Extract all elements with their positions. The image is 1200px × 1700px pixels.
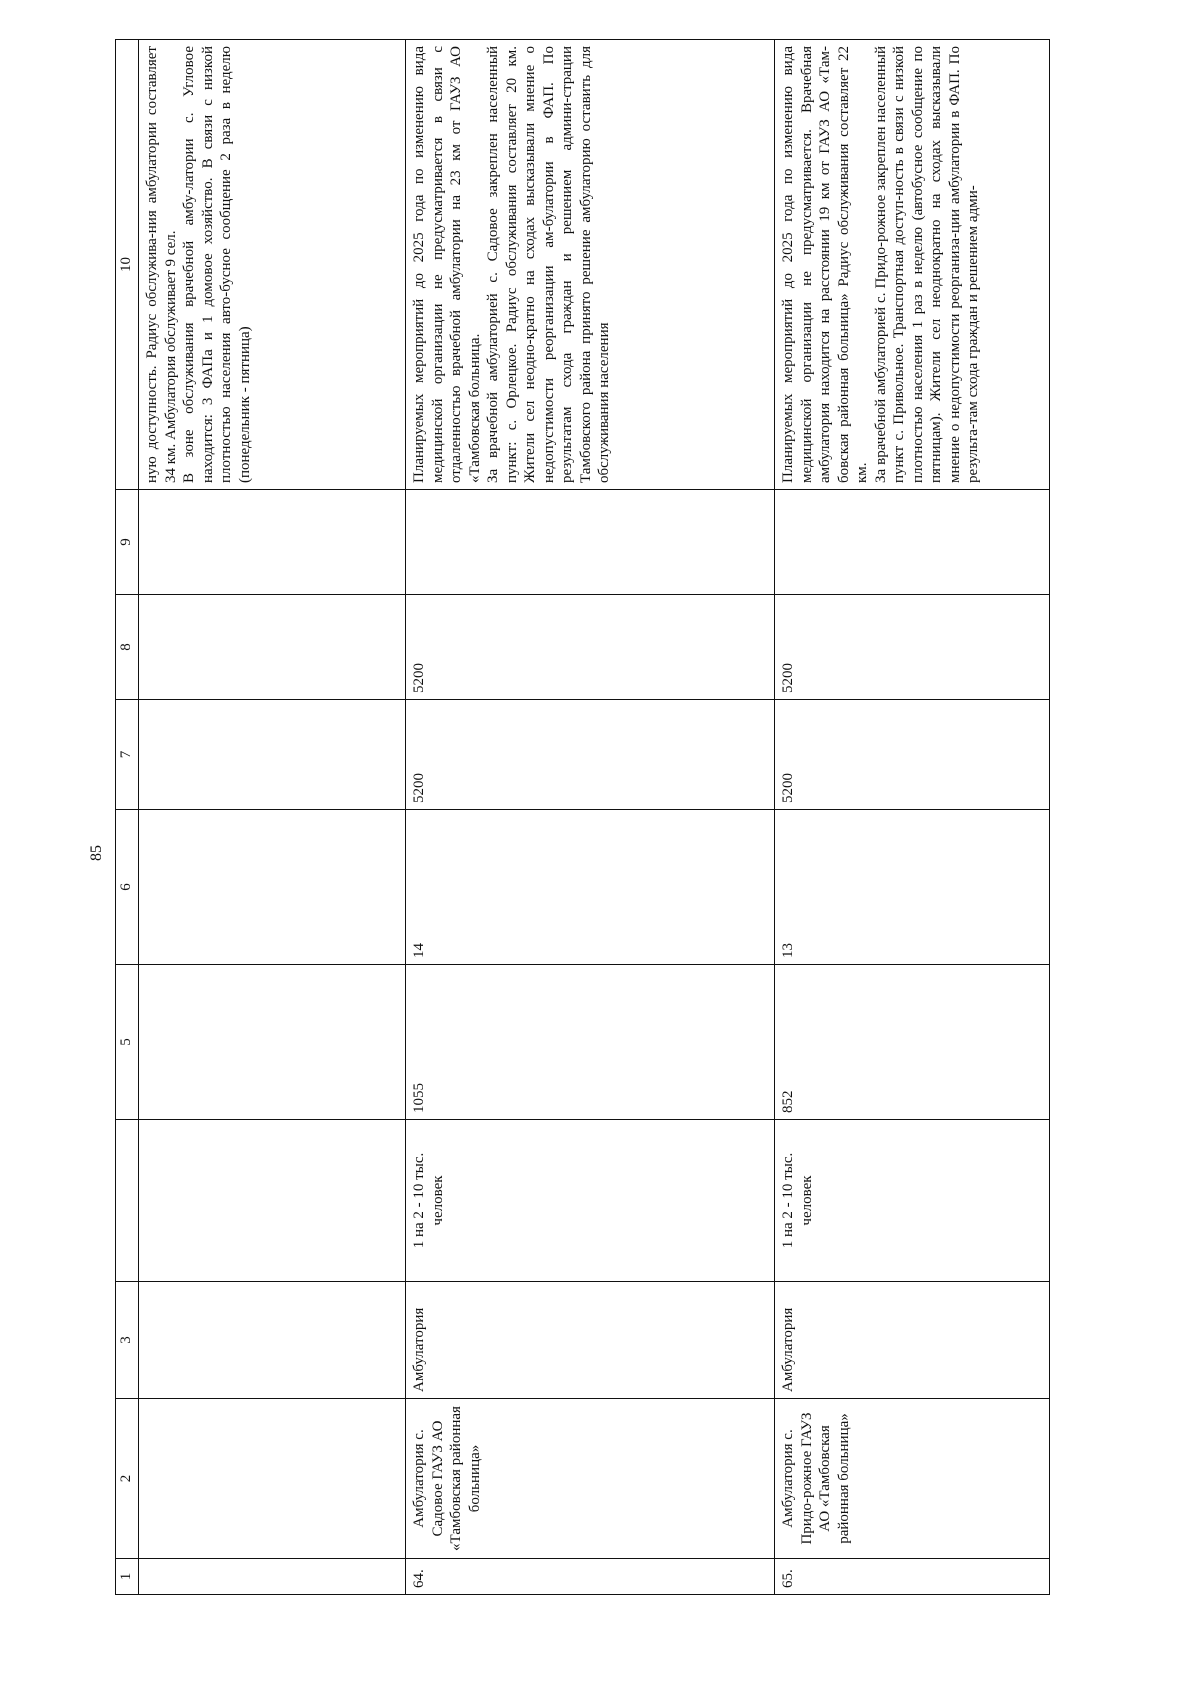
norm — [139, 1120, 406, 1282]
table-row — [406, 40, 775, 1595]
header-cell: 6 — [116, 810, 139, 965]
facility-type — [139, 1282, 406, 1399]
table-row — [775, 40, 1050, 1595]
header-cell: 3 — [116, 1282, 139, 1399]
col8-value: 5200 — [406, 595, 775, 700]
population — [139, 965, 406, 1120]
header-cell: 10 — [116, 40, 139, 490]
column-number-row — [116, 40, 139, 1595]
col7-value: 5200 — [775, 700, 1050, 810]
notes: Планируемых мероприятий до 2025 года по изменению вида медицинской организации не предусматривается. Врачебная амбулатория находится на расстоянии 19 км от ГАУЗ АО «Там-бовская районная больница» Радиус обслуживания составляет 22 км. За врачебной амбулаторией с. Придо-рожное закреплен населенный пункт с. Привольное. Транспортная доступ-ность в связи с низкой плотностью населения 1 раз в неделю (автобусное сообщение по пятницам). Жители сел неоднократно на сходах высказывали мнение о недопустимости реорганиза-ции амбулатории в ФАП. По результа-там схода граждан и решением адми- — [775, 40, 1050, 490]
notes: ную доступность. Радиус обслужива-ния амбулатории составляет 34 км. Амбулатория обслуживает 9 сел. В зоне обслуживания врачебной амбу-латории с. Угловое находится: 3 ФАПа и 1 домовое хозяйство. В связи с низкой плотностью населения авто-бусное сообщение 2 раза в неделю (понедельник - пятница) — [139, 40, 406, 490]
col8-value: 5200 — [775, 595, 1050, 700]
header-cell: 1 — [116, 1559, 139, 1595]
landscape-table-wrapper — [115, 40, 1050, 1595]
norm: 1 на 2 - 10 тыс. человек — [775, 1120, 1050, 1282]
facility-name: Амбулатория с. Придо-рожное ГАУЗ АО «Тамбовская районная больница» — [775, 1399, 1050, 1559]
population: 852 — [775, 965, 1050, 1120]
col7-value — [139, 700, 406, 810]
col7-value: 5200 — [406, 700, 775, 810]
table-row — [139, 40, 406, 1595]
col9-value — [406, 490, 775, 595]
header-cell: 5 — [116, 965, 139, 1120]
row-number — [139, 1559, 406, 1595]
facility-name — [139, 1399, 406, 1559]
facility-name: Амбулатория с. Садовое ГАУЗ АО «Тамбовская районная больница» — [406, 1399, 775, 1559]
header-cell: 7 — [116, 700, 139, 810]
header-cell — [116, 1120, 139, 1282]
facility-type: Амбулатория — [775, 1282, 1050, 1399]
col9-value — [775, 490, 1050, 595]
facility-type: Амбулатория — [406, 1282, 775, 1399]
notes: Планируемых мероприятий до 2025 года по изменению вида медицинской организации не предусматривается в связи с отдаленностью врачебной амбулатории на 23 км от ГАУЗ АО «Тамбовская больница. За врачебной амбулаторией с. Садовое закреплен населенный пункт: с. Орлецкое. Радиус обслуживания составляет 20 км. Жители сел неодно-кратно на сходах высказывали мнение о недопустимости реорганизации ам-булатории в ФАП. По результатам схода граждан и решением админи-страции Тамбовского района принято решение амбулаторию оставить для обслуживания населения — [406, 40, 775, 490]
settlements — [139, 810, 406, 965]
norm: 1 на 2 - 10 тыс. человек — [406, 1120, 775, 1282]
row-number: 64. — [406, 1559, 775, 1595]
settlements: 13 — [775, 810, 1050, 965]
col9-value — [139, 490, 406, 595]
facilities-table — [115, 39, 1050, 1595]
settlements: 14 — [406, 810, 775, 965]
page-number: 85 — [88, 845, 105, 861]
col8-value — [139, 595, 406, 700]
header-cell: 9 — [116, 490, 139, 595]
header-cell: 8 — [116, 595, 139, 700]
row-number: 65. — [775, 1559, 1050, 1595]
population: 1055 — [406, 965, 775, 1120]
header-cell: 2 — [116, 1399, 139, 1559]
